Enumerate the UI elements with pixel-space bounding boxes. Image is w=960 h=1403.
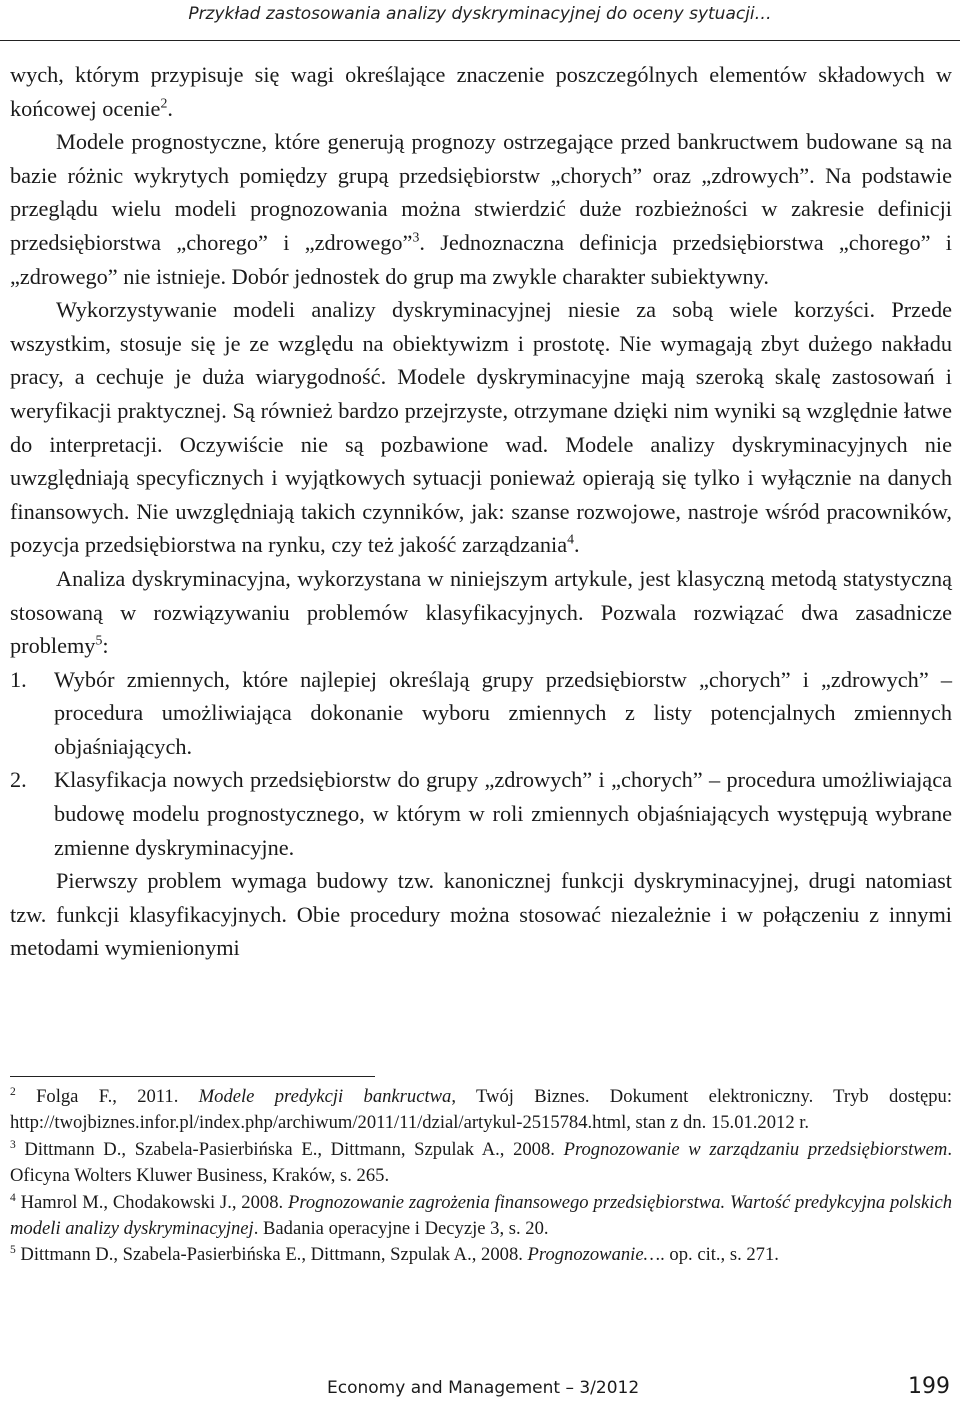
footnote-text: Hamrol M., Chodakowski J., 2008. bbox=[20, 1191, 288, 1213]
main-text bbox=[10, 58, 952, 965]
list-number: 2. bbox=[10, 767, 27, 793]
paragraph-text: Modele prognostyczne, które generują prognozy ostrzegające przed bankructwem budowane są na bazie różnic wykrytych pomiędzy grupą przedsiębiorstw „chorych” oraz „zdrowych”. Na podstawie przeglądu wielu modeli prognozowania można stwierdzić duże rozbieżności w zakresie definicji przedsiębiorstwa „chorego” i „zdrowego” bbox=[10, 129, 952, 255]
footnote-2 bbox=[10, 1084, 952, 1137]
list-item-text: Klasyfikacja nowych przedsiębiorstw do grupy „zdrowych” i „chorych” – procedura umożliwiająca budowę modelu prognostycznego, w którym w roli zmiennych objaśniających występują wybrane zmienne dyskryminacyjne. bbox=[54, 767, 952, 860]
footnote-text: Dittmann D., Szabela-Pasierbińska E., Dittmann, Szpulak A., 2008. bbox=[24, 1138, 564, 1160]
footnote-ref: 3 bbox=[412, 229, 420, 245]
list-item bbox=[10, 763, 952, 864]
footnote-text: . Oficyna Wolters Kluwer Business, Kraków, s. 265. bbox=[10, 1138, 952, 1187]
footnote-number: 2 bbox=[10, 1085, 16, 1098]
journal-name: Economy and Management – 3/2012 bbox=[327, 1378, 640, 1398]
paragraph-text: . bbox=[574, 532, 580, 558]
page-footer bbox=[0, 1374, 960, 1403]
paragraph-4 bbox=[10, 562, 952, 663]
footnote-title: Prognozowanie w zarządzaniu przedsiębiorstwem bbox=[563, 1138, 948, 1160]
footnote-ref: 5 bbox=[95, 632, 103, 648]
list-item bbox=[10, 663, 952, 764]
footnote-text: , Twój Biznes. Dokument elektroniczny. Tryb dostępu: http://twojbiznes.infor.pl/index.php/archiwum/2011/11/dzial/artykul-2515784.html, stan z dn. 15.01.2012 r. bbox=[10, 1086, 952, 1134]
list-item-text: Wybór zmiennych, które najlepiej określają grupy przedsiębiorstw „chorych” i „zdrowych” – procedura umożliwiająca dokonanie wyboru zmiennych z listy potencjalnych zmiennych objaśniających. bbox=[54, 666, 952, 759]
numbered-list bbox=[10, 663, 952, 865]
footnotes bbox=[10, 1084, 952, 1269]
footnote-title: Modele predykcji bankructwa bbox=[198, 1086, 452, 1107]
footnote-number: 5 bbox=[10, 1244, 16, 1257]
footnote-4 bbox=[10, 1190, 952, 1243]
paragraph-text: Wykorzystywanie modeli analizy dyskryminacyjnej niesie za sobą wiele korzyści. Przede wszystkim, stosuje się je ze względu na obiektywizm i prostotę. Nie wymagają zbyt dużego nakładu pracy, a cechuje je duża wiarygodność. Modele dyskryminacyjne mają szeroką skalę zastosowań i weryfikacji praktycznej. Są również bardzo przejrzyste, otrzymane dzięki nim wyniki są względnie łatwe do interpretacji. Oczywiście nie są pozbawione wad. Modele analizy dyskryminacyjnych nie uwzględniają specyficznych i wyjątkowych sytuacji ponieważ opierają się tylko i wyłącznie na danych finansowych. Nie uwzględniają takich czynników, jak: szanse rozwojowe, nastroje wśród pracowników, pozycja przedsiębiorstwa na rynku, czy też jakość zarządzania bbox=[10, 297, 952, 558]
running-header bbox=[0, 0, 960, 41]
footnote-divider bbox=[10, 1076, 375, 1077]
paragraph-text: . Jednoznaczna definicja przedsiębiorstwa „chorego” i „zdrowego” nie istnieje. Dobór jednostek do grup ma zwykle charakter subiektywny. bbox=[10, 229, 952, 289]
running-title: Przykład zastosowania analizy dyskryminacyjnej do oceny sytuacji… bbox=[188, 4, 772, 24]
paragraph-text: Analiza dyskryminacyjna, wykorzystana w niniejszym artykule, jest klasyczną metodą statystyczną stosowaną w rozwiązywaniu problemów klasyfikacyjnych. Pozwala rozwiązać dwa zasadnicze problemy bbox=[10, 565, 952, 659]
footnote-title: Prognozowanie zagrożenia finansowego przedsiębiorstwa. Wartość predykcyjna polskich modeli analizy dyskryminacyjnej bbox=[10, 1191, 952, 1240]
footnote-3 bbox=[10, 1137, 952, 1190]
footnote-text: . Badania operacyjne i Decyzje 3, s. 20. bbox=[253, 1218, 549, 1240]
footnote-text: Folga F., 2011. bbox=[36, 1086, 199, 1107]
paragraph-5 bbox=[10, 864, 952, 965]
footnote-ref: 4 bbox=[567, 531, 575, 547]
footnote-title: Prognozowanie… bbox=[527, 1244, 661, 1266]
paragraph-text: . bbox=[167, 95, 173, 121]
page-number: 199 bbox=[908, 1374, 950, 1399]
footnote-text: Dittmann D., Szabela-Pasierbińska E., Dittmann, Szpulak A., 2008. bbox=[20, 1244, 528, 1266]
paragraph-1 bbox=[10, 58, 952, 125]
footnote-number: 4 bbox=[10, 1191, 16, 1204]
paragraph-text: Pierwszy problem wymaga budowy tzw. kanonicznej funkcji dyskryminacyjnej, drugi natomiast tzw. funkcji klasyfikacyjnych. Obie procedury można stosować niezależnie i w połączeniu z innymi metodami wymienionymi bbox=[10, 868, 952, 961]
paragraph-3 bbox=[10, 293, 952, 562]
footnote-number: 3 bbox=[10, 1138, 16, 1151]
footnote-ref: 2 bbox=[160, 95, 168, 111]
paragraph-2 bbox=[10, 125, 952, 293]
footnote-text: . op. cit., s. 271. bbox=[660, 1244, 779, 1266]
list-number: 1. bbox=[10, 666, 27, 692]
paragraph-text: : bbox=[102, 633, 109, 659]
footnote-5 bbox=[10, 1242, 952, 1268]
paragraph-text: wych, którym przypisuje się wagi określające znaczenie poszczególnych elementów składowych w końcowej ocenie bbox=[10, 62, 952, 121]
